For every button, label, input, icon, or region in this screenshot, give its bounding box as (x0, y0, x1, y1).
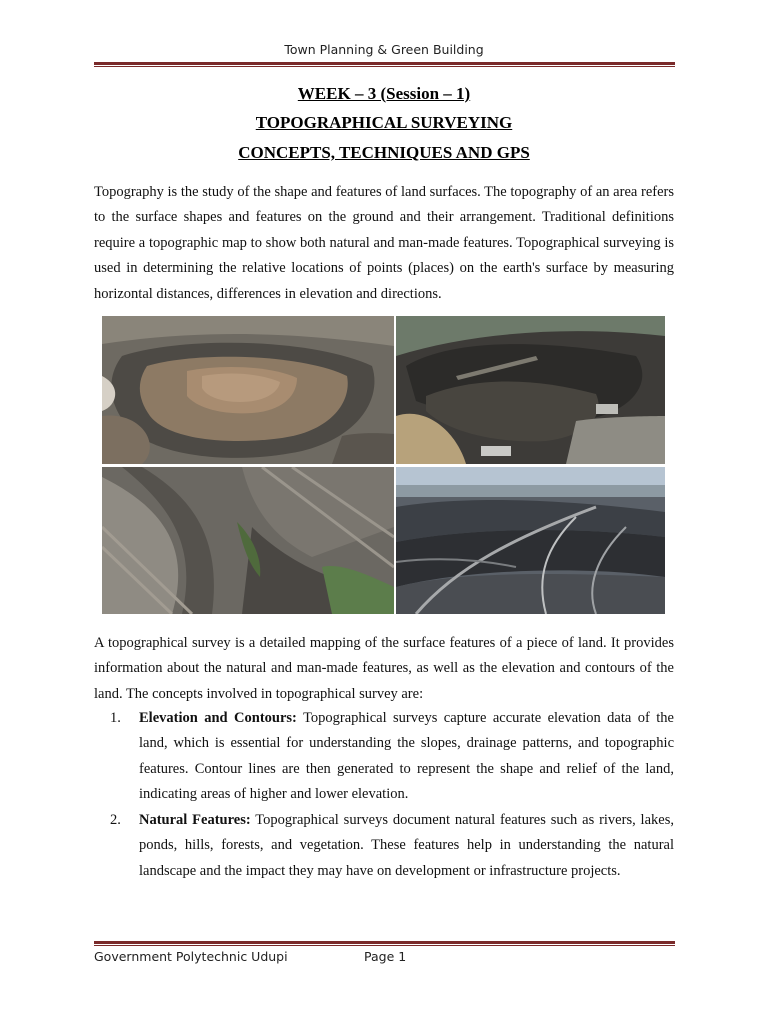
mining-photo-collage (102, 316, 665, 614)
header-rule (94, 62, 675, 67)
intro-paragraph: Topography is the study of the shape and features of land surfaces. The topography of an area refers to the surface shapes and features on the ground and their arrangement. Traditional definitions require a topographic map to show both natural and man-made features. Topographical surveying is used in determining the relative locations of points (places) on the earth's surface by measuring horizontal distances, differences in elevation and directions. (94, 184, 674, 302)
open-pit-mine-photo-3 (102, 467, 394, 614)
week-heading: WEEK – 3 (Session – 1) (297, 84, 471, 103)
open-pit-mine-photo-1 (102, 316, 394, 464)
concept-description: Topographical surveys document natural features such as rivers, lakes, ponds, hills, forests, and vegetation. These features help in understanding the natural landscape and the impact they may have on development or infrastructure projects. (139, 812, 674, 879)
footer-rule (94, 941, 675, 946)
running-header: Town Planning & Green Building (284, 42, 484, 57)
open-pit-mine-photo-2 (396, 316, 665, 464)
footer-page-number: Page 1 (364, 949, 407, 964)
list-number: 1. (110, 710, 121, 726)
open-pit-mine-photo-4 (396, 467, 665, 614)
list-text (139, 706, 674, 808)
page-title: TOPOGRAPHICAL SURVEYING (255, 113, 513, 132)
page-subtitle: CONCEPTS, TECHNIQUES AND GPS (238, 143, 530, 162)
footer-institution: Government Polytechnic Udupi (94, 949, 288, 964)
concept-term: Natural Features: (139, 812, 251, 828)
list-number: 2. (110, 812, 121, 828)
concept-term: Elevation and Contours: (139, 710, 297, 726)
survey-paragraph: A topographical survey is a detailed mapping of the surface features of a piece of land. It provides information about the natural and man-made features, as well as the elevation and contours of the land. The concepts involved in topographical survey are: (94, 635, 674, 702)
list-text (139, 808, 674, 884)
concept-description: Topographical surveys capture accurate elevation data of the land, which is essential for understanding the slopes, drainage patterns, and topographic features. Contour lines are then generated to represent the shape and relief of the land, indicating areas of higher and lower elevation. (139, 710, 674, 803)
